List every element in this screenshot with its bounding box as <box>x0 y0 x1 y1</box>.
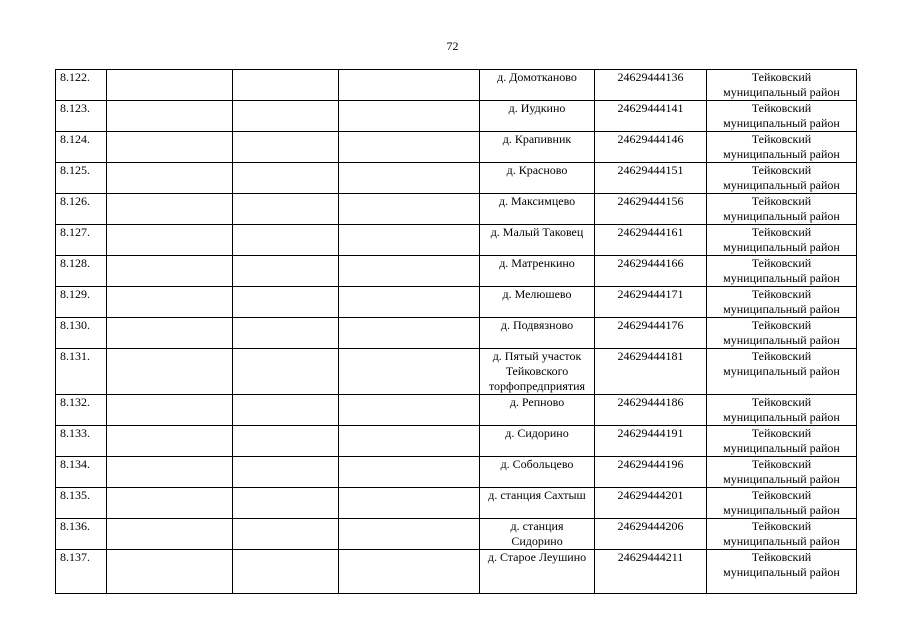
empty-cell <box>339 256 480 287</box>
settlement-name: д. Сидорино <box>480 426 595 457</box>
empty-cell <box>107 225 233 256</box>
district-name: Тейковский муниципальный район <box>707 395 857 426</box>
settlement-name: д. Старое Леушино <box>480 550 595 594</box>
empty-cell <box>233 194 339 225</box>
empty-cell <box>339 426 480 457</box>
oktmo-code: 24629444141 <box>595 101 707 132</box>
empty-cell <box>107 70 233 101</box>
row-number: 8.123. <box>56 101 107 132</box>
row-number: 8.135. <box>56 488 107 519</box>
district-name: Тейковский муниципальный район <box>707 194 857 225</box>
empty-cell <box>339 488 480 519</box>
oktmo-code: 24629444211 <box>595 550 707 594</box>
empty-cell <box>339 519 480 550</box>
oktmo-code: 24629444151 <box>595 163 707 194</box>
empty-cell <box>233 70 339 101</box>
oktmo-code: 24629444201 <box>595 488 707 519</box>
empty-cell <box>233 488 339 519</box>
empty-cell <box>233 457 339 488</box>
empty-cell <box>233 256 339 287</box>
row-number: 8.136. <box>56 519 107 550</box>
empty-cell <box>107 550 233 594</box>
empty-cell <box>233 318 339 349</box>
empty-cell <box>233 132 339 163</box>
empty-cell <box>107 194 233 225</box>
settlement-name: д. станция Сахтыш <box>480 488 595 519</box>
settlements-table <box>55 69 857 594</box>
district-name: Тейковский муниципальный район <box>707 163 857 194</box>
empty-cell <box>339 318 480 349</box>
row-number: 8.122. <box>56 70 107 101</box>
oktmo-code: 24629444136 <box>595 70 707 101</box>
district-name: Тейковский муниципальный район <box>707 101 857 132</box>
empty-cell <box>233 101 339 132</box>
settlement-name: д. Малый Таковец <box>480 225 595 256</box>
table-row <box>56 318 857 349</box>
settlement-name: д. Иудкино <box>480 101 595 132</box>
table-row <box>56 70 857 101</box>
empty-cell <box>233 225 339 256</box>
row-number: 8.133. <box>56 426 107 457</box>
empty-cell <box>339 395 480 426</box>
empty-cell <box>107 349 233 395</box>
empty-cell <box>107 318 233 349</box>
district-name: Тейковский муниципальный район <box>707 457 857 488</box>
table-row <box>56 349 857 395</box>
oktmo-code: 24629444186 <box>595 395 707 426</box>
empty-cell <box>339 101 480 132</box>
empty-cell <box>339 132 480 163</box>
row-number: 8.125. <box>56 163 107 194</box>
oktmo-code: 24629444196 <box>595 457 707 488</box>
row-number: 8.124. <box>56 132 107 163</box>
empty-cell <box>339 70 480 101</box>
empty-cell <box>339 349 480 395</box>
settlement-name: д. станция Сидорино <box>480 519 595 550</box>
settlement-name: д. Репново <box>480 395 595 426</box>
empty-cell <box>107 519 233 550</box>
row-number: 8.132. <box>56 395 107 426</box>
district-name: Тейковский муниципальный район <box>707 519 857 550</box>
settlement-name: д. Домотканово <box>480 70 595 101</box>
empty-cell <box>107 457 233 488</box>
empty-cell <box>107 488 233 519</box>
district-name: Тейковский муниципальный район <box>707 488 857 519</box>
empty-cell <box>339 163 480 194</box>
oktmo-code: 24629444191 <box>595 426 707 457</box>
oktmo-code: 24629444181 <box>595 349 707 395</box>
empty-cell <box>107 163 233 194</box>
row-number: 8.137. <box>56 550 107 594</box>
empty-cell <box>233 550 339 594</box>
row-number: 8.131. <box>56 349 107 395</box>
settlement-name: д. Крапивник <box>480 132 595 163</box>
row-number: 8.134. <box>56 457 107 488</box>
oktmo-code: 24629444206 <box>595 519 707 550</box>
settlement-name: д. Максимцево <box>480 194 595 225</box>
row-number: 8.130. <box>56 318 107 349</box>
empty-cell <box>233 519 339 550</box>
empty-cell <box>107 287 233 318</box>
district-name: Тейковский муниципальный район <box>707 132 857 163</box>
district-name: Тейковский муниципальный район <box>707 225 857 256</box>
empty-cell <box>107 101 233 132</box>
empty-cell <box>339 225 480 256</box>
table-row <box>56 101 857 132</box>
table-row <box>56 163 857 194</box>
oktmo-code: 24629444146 <box>595 132 707 163</box>
row-number: 8.126. <box>56 194 107 225</box>
settlement-name: д. Пятый участок Тейковского торфопредприятия <box>480 349 595 395</box>
empty-cell <box>233 395 339 426</box>
empty-cell <box>339 287 480 318</box>
district-name: Тейковский муниципальный район <box>707 287 857 318</box>
table-row <box>56 488 857 519</box>
settlement-name: д. Мелюшево <box>480 287 595 318</box>
district-name: Тейковский муниципальный район <box>707 318 857 349</box>
settlement-name: д. Подвязново <box>480 318 595 349</box>
empty-cell <box>339 457 480 488</box>
table-row <box>56 194 857 225</box>
row-number: 8.128. <box>56 256 107 287</box>
oktmo-code: 24629444176 <box>595 318 707 349</box>
empty-cell <box>339 194 480 225</box>
empty-cell <box>107 256 233 287</box>
district-name: Тейковский муниципальный район <box>707 349 857 395</box>
page-number: 72 <box>446 39 459 53</box>
row-number: 8.129. <box>56 287 107 318</box>
empty-cell <box>233 287 339 318</box>
empty-cell <box>233 163 339 194</box>
table-row <box>56 519 857 550</box>
settlement-name: д. Собольцево <box>480 457 595 488</box>
table-row <box>56 395 857 426</box>
district-name: Тейковский муниципальный район <box>707 256 857 287</box>
table-row <box>56 132 857 163</box>
settlement-name: д. Матренкино <box>480 256 595 287</box>
table-row <box>56 550 857 594</box>
table-row <box>56 457 857 488</box>
table-row <box>56 256 857 287</box>
oktmo-code: 24629444171 <box>595 287 707 318</box>
empty-cell <box>107 426 233 457</box>
empty-cell <box>233 349 339 395</box>
empty-cell <box>107 132 233 163</box>
district-name: Тейковский муниципальный район <box>707 550 857 594</box>
district-name: Тейковский муниципальный район <box>707 70 857 101</box>
table-row <box>56 225 857 256</box>
empty-cell <box>339 550 480 594</box>
oktmo-code: 24629444166 <box>595 256 707 287</box>
empty-cell <box>233 426 339 457</box>
table-row <box>56 426 857 457</box>
oktmo-code: 24629444161 <box>595 225 707 256</box>
district-name: Тейковский муниципальный район <box>707 426 857 457</box>
row-number: 8.127. <box>56 225 107 256</box>
oktmo-code: 24629444156 <box>595 194 707 225</box>
table-row <box>56 287 857 318</box>
settlement-name: д. Красново <box>480 163 595 194</box>
empty-cell <box>107 395 233 426</box>
